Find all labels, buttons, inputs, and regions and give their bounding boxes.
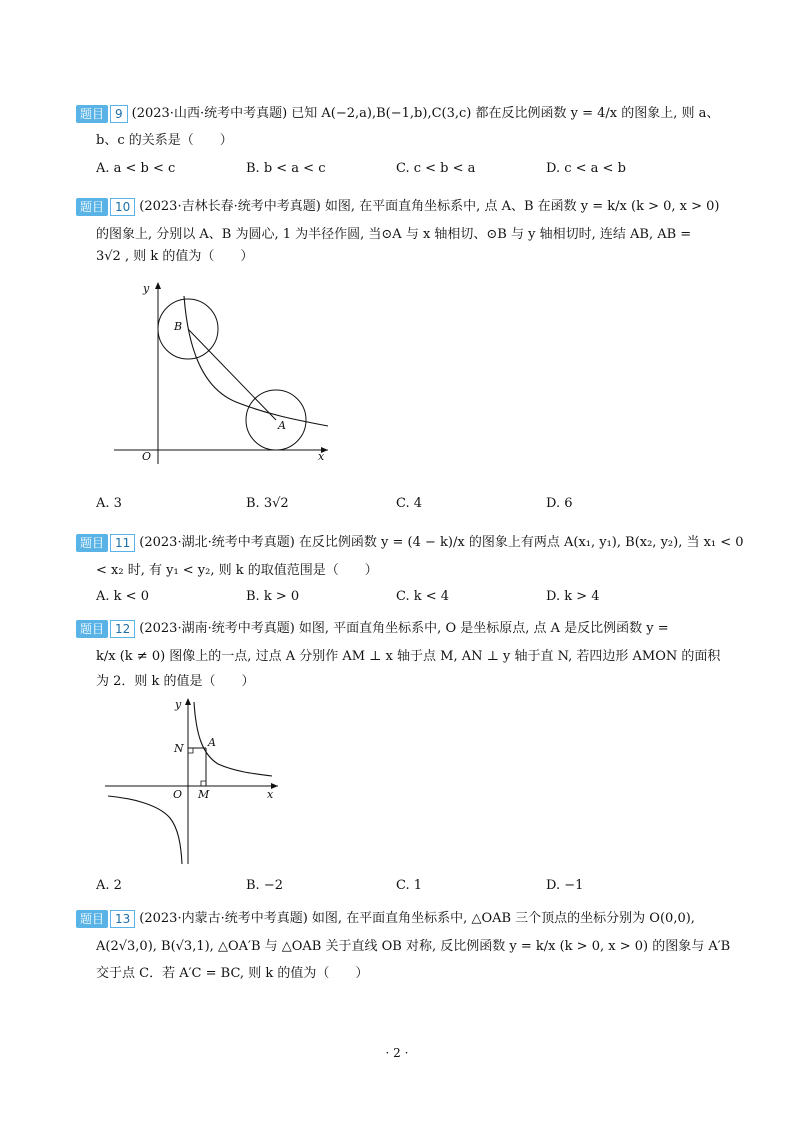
question-9-line-1 <box>76 104 719 124</box>
option-d: D. c < a < b <box>546 161 626 176</box>
question-10-line-3: 3√2 , 则 k 的值为（ ） <box>96 249 254 264</box>
point-a-label: A <box>208 736 216 749</box>
option-b: B. 3√2 <box>246 496 289 511</box>
right-angle-n <box>188 748 193 753</box>
question-number: 10 <box>110 198 135 216</box>
question-number: 9 <box>110 105 128 123</box>
y-axis-arrow <box>155 282 161 289</box>
option-c: C. k < 4 <box>396 589 450 604</box>
point-a-label: A <box>278 419 286 432</box>
question-12-line-3: 为 2．则 k 的值是（ ） <box>96 674 255 689</box>
point-b-label: B <box>174 320 183 333</box>
option-b: B. k > 0 <box>246 589 300 604</box>
y-axis-label: y <box>175 698 182 711</box>
option-b: B. −2 <box>246 878 283 893</box>
question-13-line-3: 交于点 C．若 A′C = BC, 则 k 的值为（ ） <box>96 966 369 981</box>
page-number: · 2 · <box>385 1046 409 1060</box>
origin-label: O <box>142 450 152 463</box>
x-axis-label: x <box>267 788 274 801</box>
question-number: 13 <box>110 910 135 928</box>
hyperbola-branch-3 <box>108 796 182 864</box>
question-tag: 题目 <box>76 910 108 928</box>
question-tag: 题目 <box>76 534 108 552</box>
question-13-line-2: A(2√3,0), B(√3,1), △OA′B 与 △OAB 关于直线 OB 对称, 反比例函数 y = k/x (k > 0, x > 0) 的图象与 A′B <box>96 939 731 954</box>
hyperbola-curve <box>184 296 328 426</box>
y-axis-label: y <box>143 282 150 295</box>
question-11-line-2: < x₂ 时, 有 y₁ < y₂, 则 k 的取值范围是（ ） <box>96 563 378 578</box>
question-tag: 题目 <box>76 105 108 123</box>
question-12-line-2: k/x (k ≠ 0) 图像上的一点, 过点 A 分别作 AM ⊥ x 轴于点 M, AN ⊥ y 轴于直 N, 若四边形 AMON 的面积 <box>96 649 721 664</box>
option-c: C. c < b < a <box>396 161 476 176</box>
right-angle-m <box>201 781 206 786</box>
segment-ab <box>188 329 276 420</box>
question-text: (2023·湖南·统考中考真题) 如图, 平面直角坐标系中, O 是坐标原点, 点 A 是反比例函数 y = <box>139 621 669 636</box>
question-text: (2023·吉林长春·统考中考真题) 如图, 在平面直角坐标系中, 点 A、B 在函数 y = k/x (k > 0, x > 0) <box>139 199 720 214</box>
option-a: A. 3 <box>96 496 122 511</box>
option-d: D. −1 <box>546 878 584 893</box>
option-c: C. 4 <box>396 496 423 511</box>
option-d: D. k > 4 <box>546 589 600 604</box>
question-13-line-1 <box>76 909 695 929</box>
x-axis-label: x <box>318 450 325 463</box>
option-a: A. a < b < c <box>96 161 176 176</box>
question-number: 11 <box>110 534 135 552</box>
option-d: D. 6 <box>546 496 573 511</box>
question-12-figure <box>100 694 285 866</box>
question-9-line-2: b、c 的关系是（ ） <box>96 133 233 148</box>
question-text: (2023·湖北·统考中考真题) 在反比例函数 y = (4 − k)/x 的图象上有两点 A(x₁, y₁), B(x₂, y₂), 当 x₁ < 0 <box>139 535 744 550</box>
option-c: C. 1 <box>396 878 423 893</box>
option-a: A. k < 0 <box>96 589 149 604</box>
question-text: (2023·内蒙古·统考中考真题) 如图, 在平面直角坐标系中, △OAB 三个顶点的坐标分别为 O(0,0), <box>139 911 695 926</box>
question-11-line-1 <box>76 533 744 553</box>
point-n-label: N <box>174 742 184 755</box>
origin-label: O <box>173 788 183 801</box>
question-number: 12 <box>110 620 135 638</box>
question-10-line-2: 的图象上, 分别以 A、B 为圆心, 1 为半径作圆, 当⊙A 与 x 轴相切、⊙B 与 y 轴相切时, 连结 AB, AB = <box>96 227 692 242</box>
question-10-figure <box>106 278 336 468</box>
option-a: A. 2 <box>96 878 122 893</box>
y-axis-arrow <box>185 698 191 705</box>
question-tag: 题目 <box>76 620 108 638</box>
question-12-line-1 <box>76 619 669 639</box>
question-10-line-1 <box>76 197 720 217</box>
question-text: (2023·山西·统考中考真题) 已知 A(−2,a),B(−1,b),C(3,c) 都在反比例函数 y = 4/x 的图象上, 则 a、 <box>131 106 720 121</box>
option-b: B. b < a < c <box>246 161 326 176</box>
question-tag: 题目 <box>76 198 108 216</box>
point-m-label: M <box>198 788 210 801</box>
